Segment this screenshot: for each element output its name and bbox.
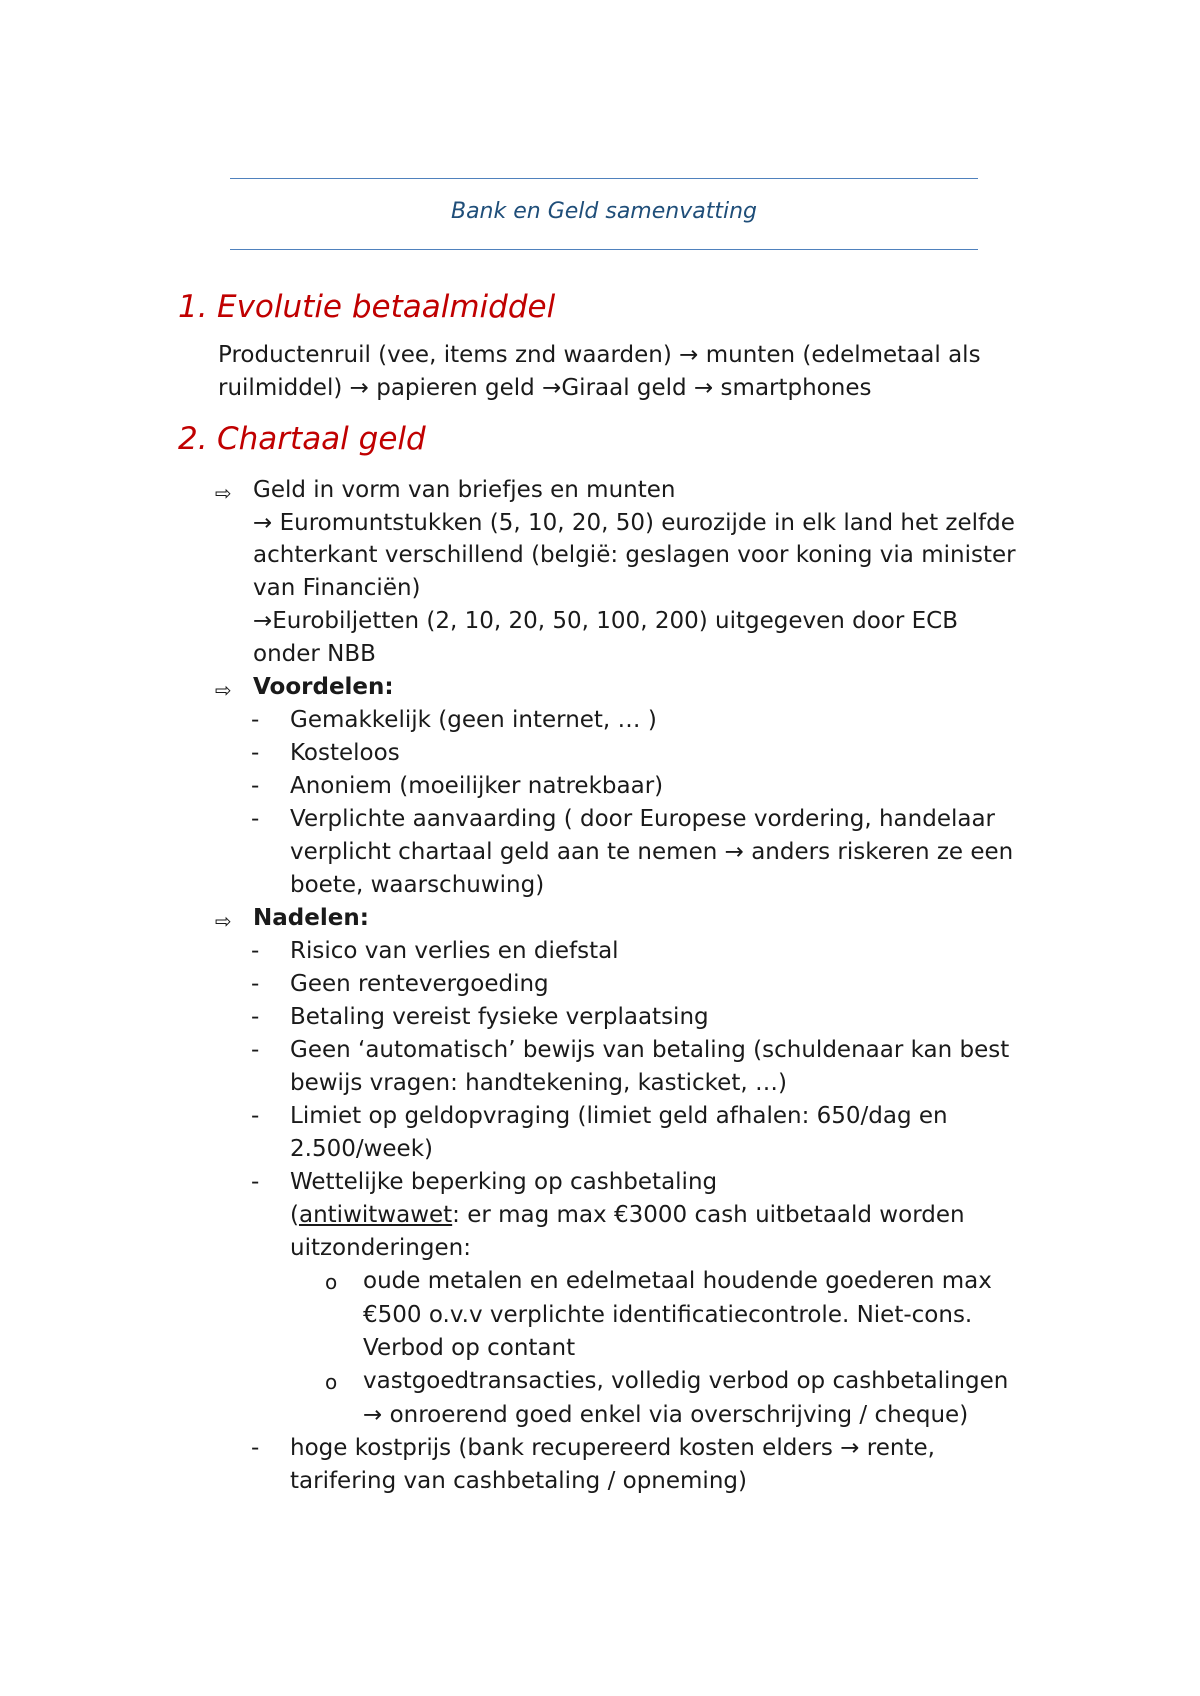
dash-bullet: - [251,806,260,832]
title-top-rule [230,178,978,179]
dash-bullet: - [251,971,260,997]
voordelen-heading [253,674,394,700]
uitzondering-item: Verbod op contant [363,1335,576,1361]
dash-bullet: - [251,773,260,799]
paren-open: ( [290,1202,299,1228]
section-1-number: 1. [178,289,208,325]
nadeel-item: Wettelijke beperking op cashbetaling [290,1169,718,1195]
voordeel-item: verplicht chartaal geld aan te nemen → anders riskeren ze een [290,839,1014,865]
section-1-text-line: ruilmiddel) → papieren geld →Giraal geld → smartphones [218,375,872,401]
voordeel-item: Kosteloos [290,740,400,766]
nadeel-item: Geen rentevergoeding [290,971,549,997]
nadeel-item: Betaling vereist fysieke verplaatsing [290,1004,709,1030]
uitzondering-item: oude metalen en edelmetaal houdende goederen max [363,1268,992,1294]
dash-bullet: - [251,938,260,964]
document-title: Bank en Geld samenvatting [450,199,757,224]
dash-bullet: - [251,740,260,766]
nadeel-item: Risico van verlies en diefstal [290,938,619,964]
title-bottom-rule [230,249,978,250]
arrow-bullet-icon: ⇨ [215,678,232,702]
dash-bullet: - [251,1037,260,1063]
nadeel-item: Geen ‘automatisch’ bewijs van betaling (schuldenaar kan best [290,1037,1010,1063]
nadeel-item: uitzonderingen: [290,1235,471,1261]
section-2-heading [178,421,426,457]
section-1-heading [178,289,555,325]
section-1-text-line: Productenruil (vee, items znd waarden) → munten (edelmetaal als [218,342,981,368]
nadelen-label: Nadelen: [253,905,369,931]
chartaal-line: →Eurobiljetten (2, 10, 20, 50, 100, 200) uitgegeven door ECB [253,608,959,634]
arrow-bullet-icon: ⇨ [215,481,232,505]
antiwitwawet-rest: : er mag max €3000 cash uitbetaald worden [452,1202,965,1228]
voordeel-item: Anoniem (moeilijker natrekbaar) [290,773,664,799]
dash-bullet: - [251,707,260,733]
dash-bullet: - [251,1435,260,1461]
nadeel-item: bewijs vragen: handtekening, kasticket, …) [290,1070,787,1096]
nadeel-item: 2.500/week) [290,1136,433,1162]
dash-bullet: - [251,1004,260,1030]
chartaal-line: onder NBB [253,641,376,667]
voordeel-item: Verplichte aanvaarding ( door Europese vordering, handelaar [290,806,996,832]
arrow-bullet-icon: ⇨ [215,909,232,933]
uitzondering-item: vastgoedtransacties, volledig verbod op cashbetalingen [363,1368,1009,1394]
circle-bullet: o [325,1370,338,1394]
section-2-title: Chartaal geld [217,421,426,457]
uitzondering-item: €500 o.v.v verplichte identificatiecontrole. Niet-cons. [363,1302,973,1328]
chartaal-line: → Euromuntstukken (5, 10, 20, 50) eurozijde in elk land het zelfde [253,510,1015,536]
voordelen-label: Voordelen: [253,674,394,700]
nadeel-item: hoge kostprijs (bank recupereerd kosten elders → rente, [290,1435,935,1461]
chartaal-line: van Financiën) [253,575,421,601]
antiwitwawet-term: antiwitwawet [298,1202,453,1228]
nadeel-item: tarifering van cashbetaling / opneming) [290,1468,747,1494]
voordeel-item: Gemakkelijk (geen internet, … ) [290,707,657,733]
dash-bullet: - [251,1169,260,1195]
section-1-title: Evolutie betaalmiddel [217,289,556,325]
chartaal-line: Geld in vorm van briefjes en munten [253,477,676,503]
nadelen-heading [253,905,369,931]
dash-bullet: - [251,1103,260,1129]
voordeel-item: boete, waarschuwing) [290,872,545,898]
nadeel-item [290,1202,965,1228]
section-2-number: 2. [178,421,208,457]
uitzondering-item: → onroerend goed enkel via overschrijving / cheque) [363,1402,969,1428]
nadeel-item: Limiet op geldopvraging (limiet geld afhalen: 650/dag en [290,1103,948,1129]
chartaal-line: achterkant verschillend (belgië: geslagen voor koning via minister [253,542,1016,568]
circle-bullet: o [325,1270,338,1294]
